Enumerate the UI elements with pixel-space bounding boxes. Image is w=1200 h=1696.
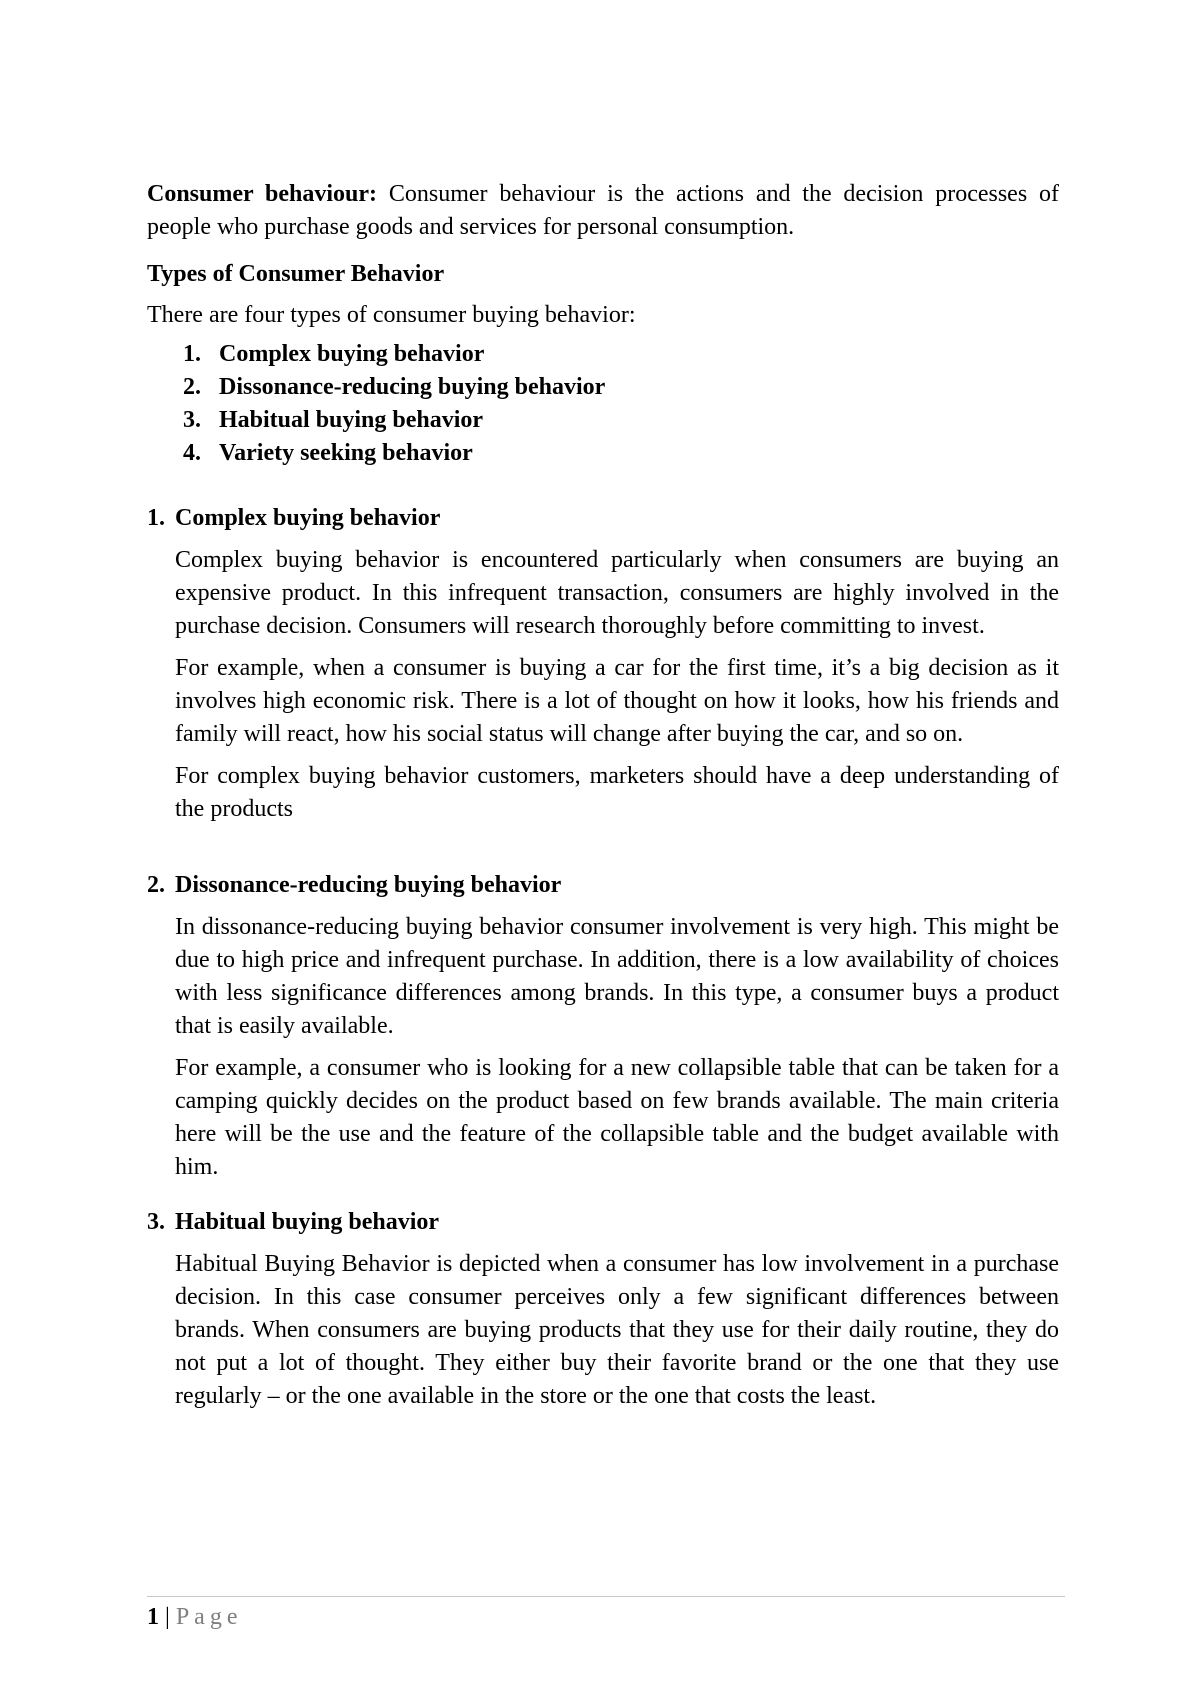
- page-number: 1: [147, 1604, 159, 1630]
- intro-paragraph: [147, 178, 1059, 244]
- footer-divider: [147, 1596, 1065, 1597]
- intro-term: Consumer behaviour:: [147, 181, 378, 207]
- list-item-label: Variety seeking behavior: [219, 440, 473, 466]
- section-dissonance: [147, 869, 1059, 1184]
- list-item-number: 3.: [183, 407, 201, 433]
- list-item-label: Dissonance-reducing buying behavior: [219, 374, 606, 400]
- types-list-item: [147, 338, 1059, 371]
- types-list-item: [147, 404, 1059, 437]
- page-label: Page: [175, 1604, 243, 1630]
- page-footer: [147, 1602, 242, 1632]
- types-lead: There are four types of consumer buying behavior:: [147, 302, 636, 328]
- section-title: Dissonance-reducing buying behavior: [175, 872, 562, 898]
- section-title: Habitual buying behavior: [175, 1209, 440, 1235]
- list-item-number: 4.: [183, 440, 201, 466]
- section-paragraph: For complex buying behavior customers, marketers should have a deep understanding of the products: [175, 763, 1059, 822]
- intro-definition: Consumer behaviour is the actions and the decision processes of people who purchase goods and services for personal consumption.: [147, 181, 1059, 240]
- types-list-item: [147, 371, 1059, 404]
- list-item-number: 1.: [183, 341, 201, 367]
- section-number: 1.: [147, 505, 165, 531]
- page-content: [147, 178, 1059, 1422]
- types-list: [147, 338, 1059, 470]
- list-item-number: 2.: [183, 374, 201, 400]
- list-item-label: Complex buying behavior: [219, 341, 485, 367]
- section-heading: [147, 1206, 1059, 1239]
- section-heading: [147, 502, 1059, 535]
- section-paragraph: Complex buying behavior is encountered particularly when consumers are buying an expensive product. In this infrequent transaction, consumers are highly involved in the purchase decision. Consumers will research thoroughly before committing to invest.: [175, 547, 1059, 639]
- section-paragraph: For example, when a consumer is buying a car for the first time, it’s a big decision as it involves high economic risk. There is a lot of thought on how it looks, how his friends and family will react, how his social status will change after buying the car, and so on.: [175, 655, 1059, 747]
- section-number: 2.: [147, 872, 165, 898]
- section-heading: [147, 869, 1059, 902]
- types-list-item: [147, 437, 1059, 470]
- section-paragraph: In dissonance-reducing buying behavior consumer involvement is very high. This might be due to high price and infrequent purchase. In addition, there is a low availability of choices with less significance differences among brands. In this type, a consumer buys a product that is easily available.: [175, 914, 1059, 1039]
- section-number: 3.: [147, 1209, 165, 1235]
- list-item-label: Habitual buying behavior: [219, 407, 484, 433]
- page-separator: |: [159, 1604, 176, 1630]
- section-habitual: [147, 1206, 1059, 1413]
- section-paragraph: For example, a consumer who is looking for a new collapsible table that can be taken for a camping quickly decides on the product based on few brands available. The main criteria here will be the use and the feature of the collapsible table and the budget available with him.: [175, 1055, 1059, 1180]
- section-title: Complex buying behavior: [175, 505, 441, 531]
- section-complex: [147, 502, 1059, 826]
- types-heading: Types of Consumer Behavior: [147, 261, 445, 287]
- section-paragraph: Habitual Buying Behavior is depicted when a consumer has low involvement in a purchase decision. In this case consumer perceives only a few significant differences between brands. When consumers are buying products that they use for their daily routine, they do not put a lot of thought. They either buy their favorite brand or the one that they use regularly – or the one available in the store or the one that costs the least.: [175, 1251, 1059, 1409]
